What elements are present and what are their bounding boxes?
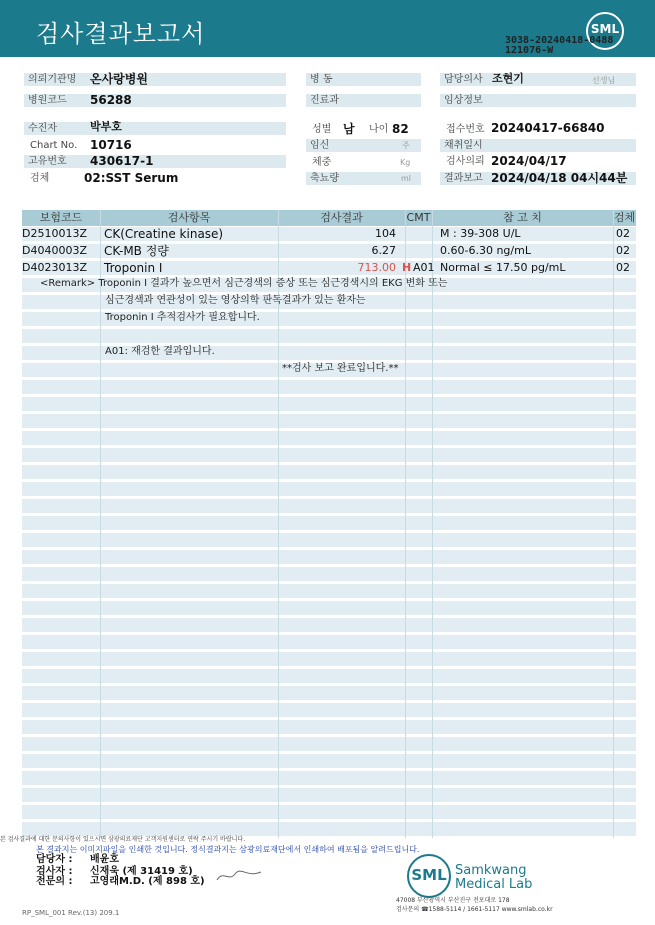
th-ref: 참 고 치 (503, 211, 542, 224)
table-row (22, 448, 636, 462)
tester-value: 신재욱 (제 31419 호) (90, 866, 193, 877)
preg-label: 임신 (310, 140, 330, 151)
sex-value: 남 (343, 122, 355, 136)
age-value: 82 (392, 122, 409, 136)
table-row (22, 465, 636, 479)
column-divider (432, 210, 433, 838)
table-row (22, 431, 636, 445)
expert-value: 고영래M.D. (제 898 호) (90, 876, 205, 887)
cell-result: 6.27 (371, 244, 396, 257)
table-row (22, 635, 636, 649)
patient-label: 수진자 (28, 123, 57, 134)
th-code: 보험코드 (39, 211, 83, 224)
end-note: **검사 보고 완료입니다.** (282, 363, 399, 374)
brand-line-2: Medical Lab (455, 877, 533, 892)
table-row (22, 771, 636, 785)
table-row (22, 720, 636, 734)
table-row (22, 669, 636, 683)
specimen-label: 검체 (30, 173, 50, 184)
footer-phone: 검사문의 ☎1588-5114 / 1661-5117 www.smlab.co.kr (396, 906, 553, 913)
table-row (22, 533, 636, 547)
cell-ref: 0.60-6.30 ng/mL (440, 244, 531, 257)
table-row (22, 397, 636, 411)
doc-no-line-1: 3038-20240418-0488 (505, 35, 614, 46)
cell-item: CK(Creatine kinase) (104, 227, 224, 241)
doctor-label: 담당의사 (444, 74, 483, 85)
sml-brand-text: SML (411, 866, 447, 884)
patient-value: 박부호 (90, 120, 122, 133)
dept-row (306, 94, 421, 107)
table-row (22, 754, 636, 768)
id-row (24, 155, 286, 168)
cell-code: D4023013Z (22, 261, 87, 274)
table-row (22, 516, 636, 530)
dept-label: 진료과 (310, 95, 339, 106)
cell-result: 104 (375, 227, 396, 240)
receipt-label: 접수번호 (446, 124, 485, 135)
request-label: 검사의뢰 (446, 156, 485, 167)
urine-unit: ml (401, 174, 412, 183)
hospital-row (24, 73, 286, 86)
report-value: 2024/04/18 04시44분 (491, 171, 628, 185)
doctor-suffix: 선생님 (592, 76, 616, 85)
cell-specimen: 02 (616, 244, 630, 257)
sml-logo-text: SML (590, 22, 620, 36)
th-cmt: CMT (406, 211, 431, 224)
expert-label: 전문의 : (36, 876, 73, 887)
table-row (22, 499, 636, 513)
cell-ref: M : 39-308 U/L (440, 227, 521, 240)
collect-label: 채취일시 (444, 140, 483, 151)
footer-notice: 본 결과지는 이미지파일을 인쇄한 것입니다. 정식결과지는 삼광의료재단에서 인쇄하여 배포됨을 알려드립니다. (36, 845, 420, 854)
cell-code: D4040003Z (22, 244, 87, 257)
chart-label: Chart No. (30, 140, 78, 151)
th-item: 검사항목 (167, 211, 211, 224)
brand-line-1: Samkwang (455, 863, 527, 878)
table-row (22, 567, 636, 581)
ward-label: 병 동 (310, 74, 333, 85)
column-divider (613, 210, 614, 838)
code-row (24, 94, 286, 107)
table-row (22, 482, 636, 496)
cell-result-high: 713.00 (357, 261, 396, 274)
sex-label: 성별 (312, 124, 332, 135)
table-row (22, 703, 636, 717)
table-row (22, 652, 636, 666)
doc-no-line-2: 121076-W (505, 45, 554, 56)
urine-label: 축뇨량 (310, 173, 339, 184)
specimen-value: 02:SST Serum (84, 171, 179, 185)
form-number: RP_SML_001 Rev.(13) 209.1 (22, 909, 120, 917)
report-title: 검사결과보고서 (36, 20, 206, 48)
table-row (22, 788, 636, 802)
table-row (22, 414, 636, 428)
hospital-label: 의뢰기관명 (28, 74, 77, 85)
table-row (22, 686, 636, 700)
cell-specimen: 02 (616, 261, 630, 274)
report-label: 결과보고 (444, 173, 483, 184)
id-label: 고유번호 (28, 156, 67, 167)
th-result: 검사결과 (320, 211, 363, 224)
table-row (22, 737, 636, 751)
cell-specimen: 02 (616, 227, 630, 240)
column-divider (405, 210, 406, 838)
handler-label: 담당자 : (36, 854, 73, 865)
table-row (22, 380, 636, 394)
sml-brand-logo-icon (407, 854, 451, 898)
code-label: 병원코드 (28, 95, 67, 106)
brand-name (455, 864, 532, 892)
th-specimen: 검체 (613, 211, 636, 224)
table-row (22, 601, 636, 615)
receipt-value: 20240417-66840 (491, 121, 605, 135)
table-row (22, 550, 636, 564)
collect-row (440, 139, 636, 152)
remark-line: <Remark> Troponin I 결과가 높으면서 심근경색의 증상 또는 심근경색시의 EKG 변화 또는 (40, 278, 448, 289)
tester-label: 검사자 : (36, 866, 73, 877)
remark-line: A01: 재검한 결과입니다. (105, 346, 215, 357)
cell-flag: H (402, 261, 412, 274)
cell-item: CK-MB 정량 (104, 244, 169, 258)
column-divider (100, 210, 101, 838)
cell-item: Troponin I (104, 261, 163, 275)
doctor-value: 조현기 (492, 72, 524, 85)
weight-unit: Kg (400, 158, 411, 167)
clinical-label: 임상정보 (444, 95, 483, 106)
remark-line: Troponin I 추적검사가 필요합니다. (105, 312, 260, 323)
remark-line: 심근경색과 연관성이 있는 영상의학 판독결과가 있는 환자는 (105, 295, 366, 306)
table-row (22, 329, 636, 343)
handler-value: 배윤호 (90, 854, 119, 865)
patient-row (24, 122, 286, 135)
ward-row (306, 73, 421, 86)
footer-address: 47008 부산광역시 부산진구 전포대로 178 (396, 897, 510, 904)
signature-icon (215, 868, 263, 884)
weight-label: 체중 (312, 157, 332, 168)
cell-cmt: A01 (413, 261, 435, 274)
cell-ref: Normal ≤ 17.50 pg/mL (440, 261, 566, 274)
table-row (22, 618, 636, 632)
request-value: 2024/04/17 (491, 154, 567, 168)
table-row (22, 584, 636, 598)
code-value: 56288 (90, 93, 132, 107)
id-value: 430617-1 (90, 154, 154, 168)
chart-value: 10716 (90, 138, 132, 152)
preg-unit: 주 (402, 141, 410, 150)
footer-tiny-text: 본 검사결과에 대한 문의사항이 있으시면 삼광의료재단 고객지원센터로 연락 주시기 바랍니다. (0, 836, 246, 843)
clinical-row (440, 94, 636, 107)
hospital-value: 온사랑병원 (90, 72, 148, 86)
cell-code: D2510013Z (22, 227, 87, 240)
document-number (505, 36, 613, 56)
table-row (22, 805, 636, 819)
age-label: 나이 (369, 124, 389, 135)
